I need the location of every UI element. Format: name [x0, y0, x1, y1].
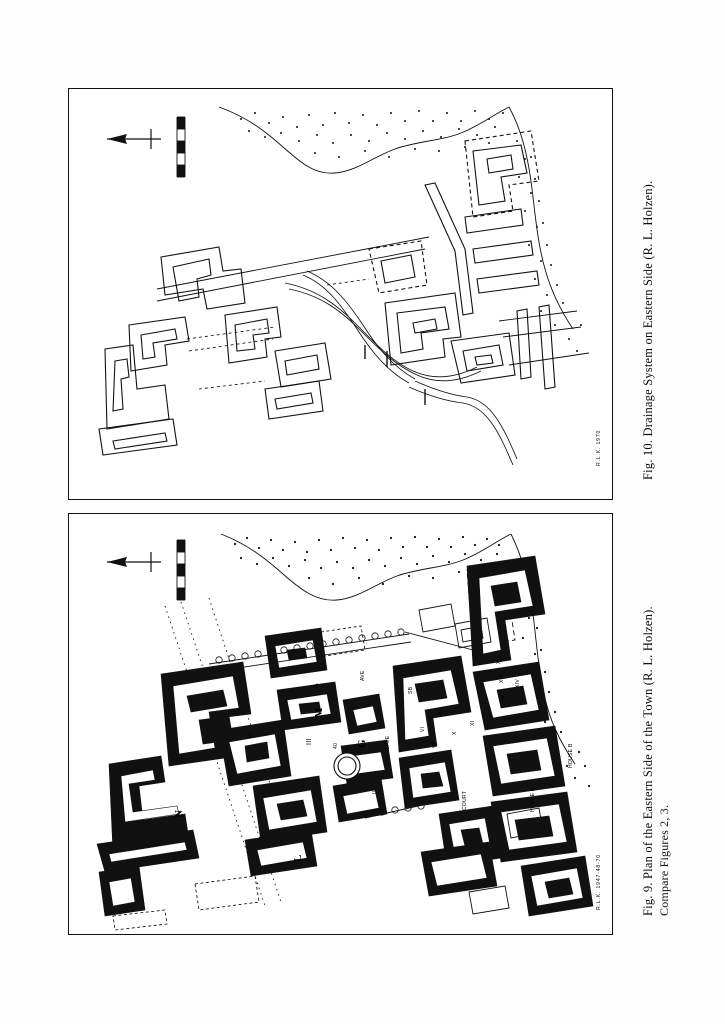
- map-label-I: I: [205, 697, 212, 700]
- map-label-IV: IV: [372, 788, 378, 794]
- coast-stipple: [240, 110, 582, 352]
- map-label-house-a: HOUSE A: [530, 787, 536, 812]
- north-arrow-icon: [107, 552, 161, 572]
- map-label-sb: SB: [408, 686, 414, 694]
- map-label-ave: AVE: [360, 670, 366, 681]
- north-arrow-icon: [107, 129, 161, 149]
- map-label-L: L: [292, 854, 304, 862]
- map-label-XIV: XIV: [515, 679, 521, 688]
- scale-bar: [177, 540, 185, 600]
- figure-9-drawing: [69, 514, 612, 934]
- map-label-gate: GATE: [385, 735, 391, 750]
- figure-10-caption: Fig. 10. Drainage System on Eastern Side (R. L. Holzen).: [641, 180, 655, 480]
- map-label-court: COURT: [462, 790, 468, 810]
- map-label-N: N: [173, 809, 185, 818]
- cistern-circle: [334, 753, 360, 779]
- map-label-M: M: [313, 707, 325, 718]
- map-label-VII: VII: [432, 740, 438, 748]
- scale-bar: [177, 117, 185, 177]
- map-label-VI: VI: [420, 726, 426, 732]
- figure-9-credit: R.L.K. 1947-48-70: [596, 854, 602, 910]
- map-label-II: II: [247, 733, 254, 738]
- figure-10-plate: [68, 88, 613, 500]
- map-label-X: X: [452, 731, 458, 735]
- figure-10-credit: R.L.K. 1970: [596, 429, 602, 466]
- figure-9-plate: [68, 513, 613, 935]
- map-label-A: A: [313, 683, 320, 688]
- map-label-III: III: [306, 738, 313, 745]
- figure-9-caption-line-2: Compare Figures 2, 3.: [657, 804, 671, 916]
- map-label-XIII: XIII: [499, 674, 505, 683]
- map-label-IX: IX: [438, 710, 444, 716]
- figure-10-drawing: [69, 89, 612, 499]
- map-label-G: G: [356, 739, 368, 748]
- wall-masses: [97, 556, 593, 916]
- map-label-XV: XV: [500, 694, 506, 702]
- figure-9-caption-line-1: Fig. 9. Plan of the Eastern Side of the Town (R. L. Holzen).: [641, 606, 655, 916]
- map-label-XI: XI: [470, 720, 476, 726]
- map-label-V: V: [400, 715, 406, 719]
- map-label-house-b: HOUSE B: [568, 743, 574, 768]
- map-label-40: 40: [333, 742, 339, 749]
- map-label-XII: XII: [496, 656, 502, 664]
